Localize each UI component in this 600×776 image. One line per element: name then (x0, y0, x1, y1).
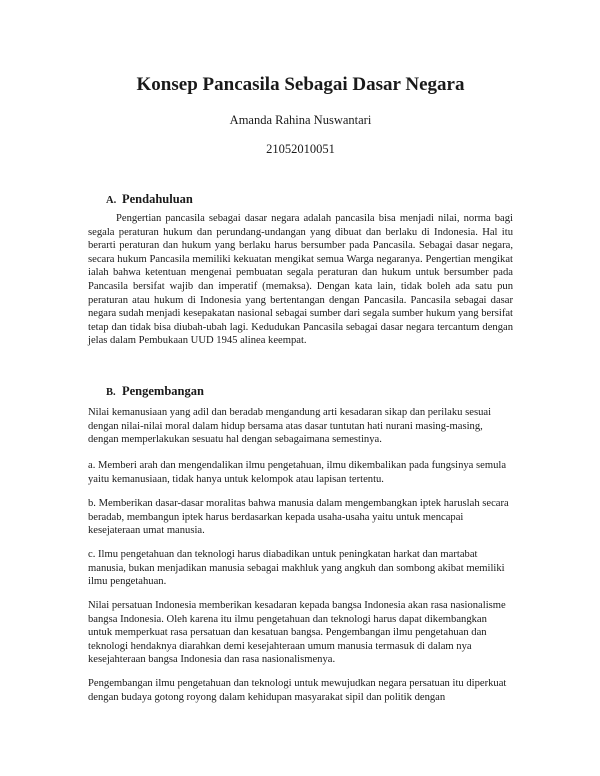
section-heading-pengembangan (106, 383, 204, 401)
document-title: Konsep Pancasila Sebagai Dasar Negara (136, 74, 465, 95)
list-item-c: c. Ilmu pengetahuan dan teknologi harus diabadikan untuk peningkatan harkat dan martabat manusia, bukan menjadikan manusia sebagai makhluk yang angkuh dan sombong akibat memiliki ilmu pengetahuan. (88, 549, 505, 588)
section-letter: B. (106, 387, 116, 398)
section-letter: A. (106, 195, 117, 206)
paragraph-gotong-royong: Pengembangan ilmu pengetahuan dan teknologi untuk mewujudkan negara persatuan itu diperkuat dengan budaya gotong royong dalam kehidupan masyarakat sipil dan politik dengan (88, 678, 507, 703)
paragraph-kemanusiaan: Nilai kemanusiaan yang adil dan beradab mengandung arti kesadaran sikap dan perilaku sesuai dengan nilai-nilai moral dalam hidup bersama atas dasar tuntutan hati nurani masing-masing, dengan memperlakukan sesuatu hal dengan sebagaimana semestinya. (88, 407, 492, 446)
list-item-b: b. Memberikan dasar-dasar moralitas bahwa manusia dalam mengembangkan iptek haruslah secara beradab, membangun iptek harus berdasarkan kepada usaha-usaha yaitu untuk mencapai kesejateraan umat manusia. (88, 498, 509, 537)
section-title: Pendahuluan (122, 192, 193, 206)
section-heading-pendahuluan (106, 191, 193, 209)
student-id: 21052010051 (266, 142, 335, 156)
list-item-a: a. Memberi arah dan mengendalikan ilmu pengetahuan, ilmu dikembalikan pada fungsinya semula yaitu kemanusiaan, tidak hanya untuk kelompok atau lapisan tertentu. (88, 460, 507, 485)
paragraph-pendahuluan: Pengertian pancasila sebagai dasar negara adalah pancasila bisa menjadi nilai, norma bagi segala peraturan hukum dan perundang-undangan yang dibuat dan berlaku di Indonesia. Hal itu berarti peraturan dan hukum yang berlaku harus bersumber pada Pancasila. Sebagai dasar negara, secara hukum Pancasila memiliki kekuatan mengikat semua Warga negaranya. Pengertian mengikat ialah bahwa ketentuan mengenai pembuatan segala peraturan dan hukum untuk bersumber pada Pancasila bersifat wajib dan imperatif (memaksa). Dengan kata lain, tidak boleh ada satu pun peraturan atau hukum di Indonesia yang bertentangan dengan Pancasila. Pancasila sebagai dasar negara sudah menjadi kesepakatan nasional sebagai sumber dari segala sumber hukum yang bersifat tetap dan tidak bisa diubah-ubah lagi. Kedudukan Pancasila sebagai dasar negara tercantum dengan jelas dalam Pembukaan UUD 1945 alinea keempat. (88, 213, 513, 347)
section-title: Pengembangan (122, 384, 204, 398)
author-name: Amanda Rahina Nuswantari (229, 113, 372, 127)
paragraph-persatuan: Nilai persatuan Indonesia memberikan kesadaran kepada bangsa Indonesia akan rasa nasionalisme bangsa Indonesia. Oleh karena itu ilmu pengetahuan dan teknologi harus dapat dikembangkan untuk memperkuat rasa persatuan dan kesatuan bangsa. Pengembangan ilmu pengetahuan dan teknologi hendaknya diarahkan demi kesejahteraan umum manusia termasuk di dalam nya kesejahteraan bangsa Indonesia dan rasa nasionalismenya. (88, 600, 506, 666)
